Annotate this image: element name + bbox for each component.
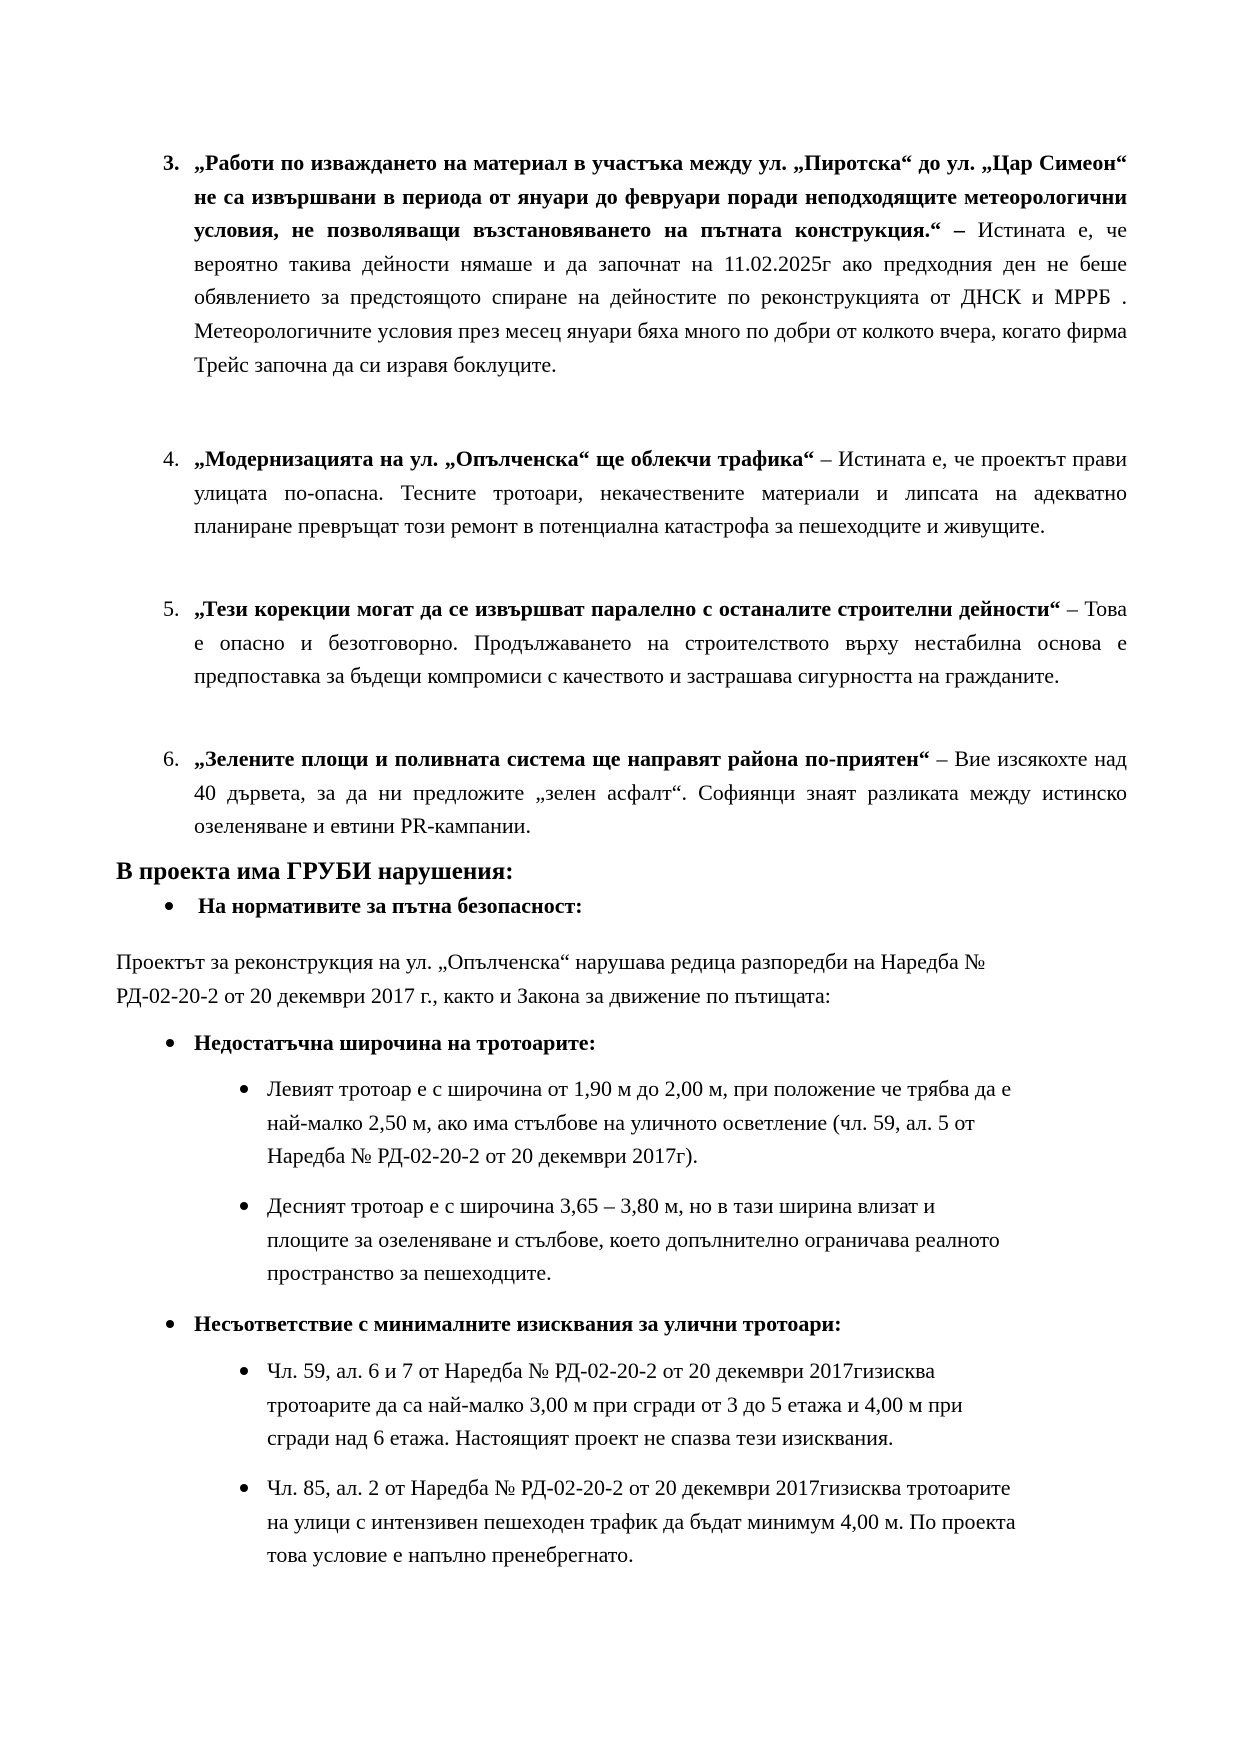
item-bold-quote: „Тези корекции могат да се извършват паралелно с останалите строителни дейности“ xyxy=(194,596,1061,621)
numbered-item-3 xyxy=(163,146,1127,381)
item-body xyxy=(194,146,1127,381)
list-item: Чл. 59, ал. 6 и 7 от Наредба № РД-02-20-2 от 20 декември 2017гизисква тротоарите да са най-малко 3,00 м при сгради от 3 до 5 етажа и 4,00 м при сгради над 6 етажа. Настоящият проект не спазва тези изисквания. xyxy=(267,1358,963,1451)
item-rebuttal: – Истината е, че проектът прави улицата по-опасна. Тесните тротоари, некачествените материали и липсата на адекватно планиране превръщат този ремонт в потенциална катастрофа за пешеходците и живущите. xyxy=(194,446,1127,539)
intro-paragraph xyxy=(116,945,1126,1012)
group-title: Несъответствие с минималните изисквания за улични тротоари: xyxy=(194,1311,842,1336)
numbered-item-4 xyxy=(163,442,1127,543)
item-number: 3. xyxy=(163,150,180,175)
group-title: Недостатъчна широчина на тротоарите: xyxy=(194,1030,596,1055)
bullet-icon xyxy=(166,1039,174,1047)
bullet-icon xyxy=(166,1320,174,1328)
list-item: Левият тротоар е с широчина от 1,90 м до 2,00 м, при положение че трябва да е най-малко 2,50 м, ако има стълбове на уличното осветление (чл. 59, ал. 5 от Наредба № РД-02-20-2 от 20 декември 2017г). xyxy=(267,1076,1012,1169)
list-item: Чл. 85, ал. 2 от Наредба № РД-02-20-2 от 20 декември 2017гизисква тротоарите на улици с интензивен пешеходен трафик да бъдат минимум 4,00 м. По проекта това условие е напълно пренебрегнато. xyxy=(267,1475,1016,1568)
intro-line: Проектът за реконструкция на ул. „Опълченска“ нарушава редица разпоредби на Наредба № xyxy=(116,949,986,974)
item-number: 6. xyxy=(163,746,180,771)
subheading: На нормативите за пътна безопасност: xyxy=(198,893,583,918)
item-body xyxy=(194,442,1127,543)
item-bold-quote: „Работи по изваждането на материал в участъка между ул. „Пиротска“ до ул. „Цар Симеон“ не са извършвани в периода от януари до февруари поради неподходящите метеорологични условия, не позволяващи възстановяването на пътната конструкция.“ – xyxy=(194,150,1127,243)
item-bold-quote: „Модернизацията на ул. „Опълченска“ ще облекчи трафика“ xyxy=(194,446,815,471)
item-bold-quote: „Зелените площи и поливната система ще направят района по-приятен“ xyxy=(194,746,930,771)
numbered-item-6 xyxy=(163,742,1127,843)
item-number: 4. xyxy=(163,446,180,471)
item-rebuttal: – Това е опасно и безотговорно. Продължаването на строителството върху нестабилна основа е предпоставка за бъдещи компромиси с качеството и застрашава сигурността на гражданите. xyxy=(194,596,1127,689)
bullet-icon xyxy=(240,1484,248,1492)
bullet-icon xyxy=(240,1085,248,1093)
item-rebuttal: Истината е, че вероятно такива дейности нямаше и да започнат на 11.02.2025г ако предходния ден не беше обявлението за предстоящото спиране на дейностите по реконструкцията от ДНСК и МРРБ . Метеорологичните условия през месец януари бяха много по добри от колкото вчера, когато фирма Трейс започна да си изравя боклуците. xyxy=(194,217,1128,377)
list-item: Десният тротоар е с широчина 3,65 – 3,80 м, но в тази ширина влизат и площите за озеленяване и стълбове, което допълнително ограничава реалното пространство за пешеходците. xyxy=(267,1193,1000,1286)
bullet-icon xyxy=(240,1367,248,1375)
section-heading: В проекта има ГРУБИ нарушения: xyxy=(116,858,514,885)
item-body xyxy=(194,742,1127,843)
bullet-icon xyxy=(240,1202,248,1210)
item-body xyxy=(194,592,1127,693)
numbered-item-5 xyxy=(163,592,1127,693)
bullet-icon xyxy=(165,902,173,910)
item-number: 5. xyxy=(163,596,180,621)
item-rebuttal: – Вие изсякохте над 40 дървета, за да ни предложите „зелен асфалт“. Софиянци знаят разликата между истинско озеленяване и евтини PR-кампании. xyxy=(194,746,1127,839)
intro-line: РД-02-20-2 от 20 декември 2017 г., както и Закона за движение по пътищата: xyxy=(116,982,831,1008)
